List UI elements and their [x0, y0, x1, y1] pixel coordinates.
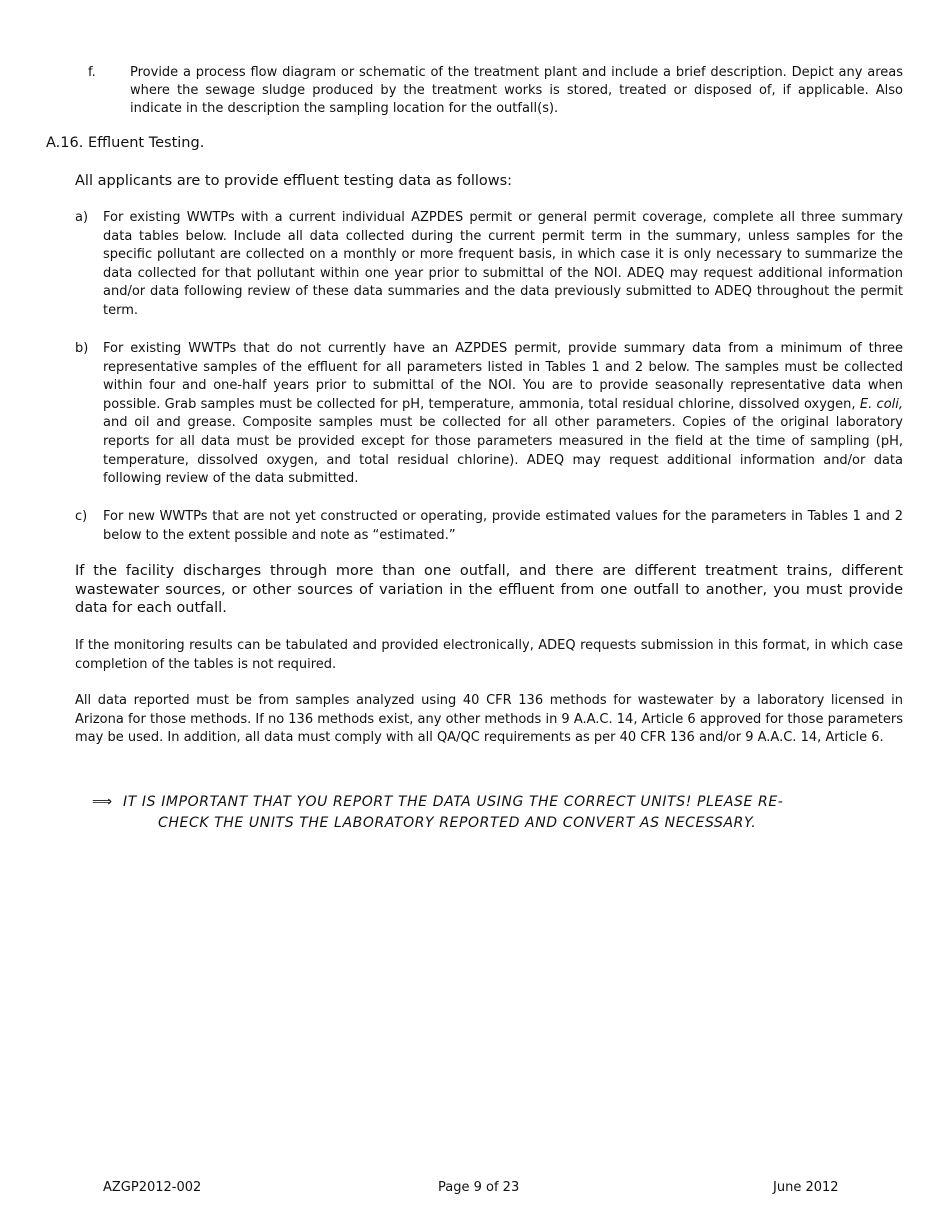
list-marker: c): [75, 509, 88, 524]
section-heading: A.16. Effluent Testing.: [46, 135, 205, 151]
list-marker: f.: [88, 65, 96, 80]
outfall-paragraph: If the facility discharges through more than one outfall, and there are different treatment trains, different wastewater sources, or other sources of variation in the effluent from one outfall to another, you must provide data for each outfall.: [75, 563, 903, 617]
list-item-b: [75, 340, 903, 489]
text-segment: For existing WWTPs that do not currently have an AZPDES permit, provide summary data from a minimum of three representative samples of the effluent for all parameters listed in Tables 1 and 2 below. The samples must be collected within four and one-half years prior to submittal of the NOI. You are to provide seasonally representative data when possible. Grab samples must be collected for pH, temperature, ammonia, total residual chlorine, dissolved oxygen,: [103, 341, 903, 412]
list-marker: a): [75, 210, 89, 225]
footer-page-number: Page 9 of 23: [438, 1180, 520, 1195]
list-item-f: [88, 64, 903, 118]
list-item-a: [75, 209, 903, 321]
section-intro: All applicants are to provide effluent testing data as follows:: [75, 173, 513, 189]
footer-document-id: AZGP2012-002: [103, 1180, 202, 1195]
monitoring-paragraph: If the monitoring results can be tabulated and provided electronically, ADEQ requests submission in this format, in which case completion of the tables is not required.: [75, 638, 903, 672]
list-item-c: [75, 508, 903, 545]
list-item-text: Provide a process flow diagram or schematic of the treatment plant and include a brief description. Depict any areas where the sewage sludge produced by the treatment works is stored, treated or disposed of, if applicable. Also indicate in the description the sampling location for the outfall(s).: [130, 65, 903, 116]
data-requirements-paragraph: All data reported must be from samples analyzed using 40 CFR 136 methods for wastewater by a laboratory licensed in Arizona for those methods. If no 136 methods exist, any other methods in 9 A.A.C. 14, Article 6 approved for those parameters may be used. In addition, all data must comply with all QA/QC requirements as per 40 CFR 136 and/or 9 A.A.C. 14, Article 6.: [75, 693, 903, 746]
list-item-text: For new WWTPs that are not yet constructed or operating, provide estimated values for the parameters in Tables 1 and 2 below to the extent possible and note as “estimated.”: [103, 509, 903, 543]
footer-date: June 2012: [773, 1180, 839, 1195]
italic-term: E. coli,: [859, 396, 904, 412]
warning-line-2: CHECK THE UNITS THE LABORATORY REPORTED AND CONVERT AS NECESSARY.: [158, 815, 757, 831]
text-segment: and oil and grease. Composite samples must be collected for all other parameters. Copies of the original laboratory reports for all data must be provided except for those parameters measured in the field at the time of sampling (pH, temperature, dissolved oxygen, and total residual chlorine). ADEQ may request additional information and/or data following review of the data submitted.: [103, 415, 903, 487]
warning-line-1: IT IS IMPORTANT THAT YOU REPORT THE DATA USING THE CORRECT UNITS! PLEASE RE-: [123, 794, 784, 810]
list-item-text: [103, 340, 903, 489]
arrow-icon: ⟹: [92, 794, 113, 810]
list-marker: b): [75, 341, 89, 356]
list-item-text: For existing WWTPs with a current individual AZPDES permit or general permit coverage, complete all three summary data tables below. Include all data collected during the current permit term in the summary, unless samples for the specific pollutant are collected on a monthly or more frequent basis, in which case it is only necessary to summarize the data collected for that pollutant within one year prior to submittal of the NOI. ADEQ may request additional information and/or data following review of these data summaries and the data previously submitted to ADEQ throughout the permit term.: [103, 210, 903, 318]
